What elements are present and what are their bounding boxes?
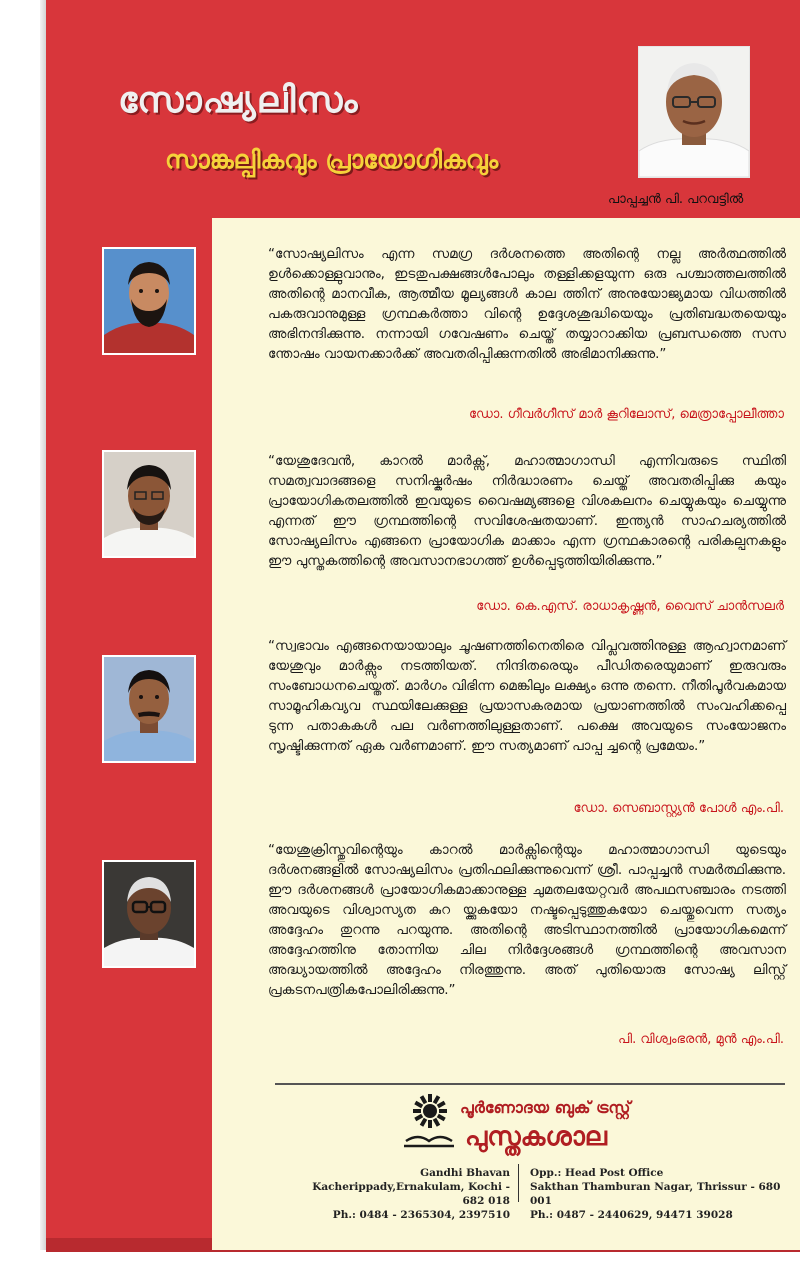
publisher-logo-icon <box>400 1091 458 1153</box>
address-ernakulam-line2: Kacherippady,Ernakulam, Kochi - 682 018 <box>312 1181 510 1207</box>
review-quote-2: “യേശുദേവൻ, കാറൽ മാർക്സ്, മഹാത്മാഗാന്ധി എന്നിവരുടെ സ്ഥിതി സമത്വവാദങ്ങളെ സനിഷ്കർഷം നിർദ്ധാരണം ചെയ്ത് അവതരിപ്പിക്കു കയും പ്രായോഗികതലത്തിൽ ഇവയുടെ വൈഷമ്യങ്ങളെ വിശകലനം ചെയ്യുകയും ചെയ്യുന്നു എന്നത് ഈ ഗ്രന്ഥത്തിന്റെ സവിശേഷതയാണ്. ഇന്ത്യൻ സാഹചര്യത്തിൽ സോഷ്യലിസം എങ്ങനെ പ്രായോഗിക മാക്കാം എന്ന ഗ്രന്ഥകാരന്റെ പരികല്പനകളും ഈ പുസ്തകത്തിന്റെ അവസാനഭാഗത്ത് ഉൾപ്പെടുത്തിയിരിക്കുന്നു.” <box>268 453 786 569</box>
review-quote-1: “സോഷ്യലിസം എന്ന സമഗ്ര ദർശനത്തെ അതിന്റെ നല്ല അർത്ഥത്തിൽ ഉൾക്കൊള്ളുവാനും, ഇടതുപക്ഷങ്ങൾപോലും തള്ളിക്കളയുന്ന ഒരു പശ്ചാത്തലത്തിൽ അതിന്റെ മാനവീക, ആത്മീയ മൂല്യങ്ങൾ കാല ത്തിന് അനുയോജ്യമായ വിധത്തിൽ പകരുവാനുമുള്ള ഗ്രന്ഥകർത്താ വിന്റെ ഉദ്ദേശശുദ്ധിയെയും പ്രതിബദ്ധതയെയും അഭിനന്ദിക്കുന്നു. നന്നായി ഗവേഷണം ചെയ്ത് തയ്യാറാക്കിയ പ്രബന്ധത്തെ സസ ന്തോഷം വായനക്കാർക്ക് അവതരിപ്പിക്കുന്നതിൽ അഭിമാനിക്കുന്നു.” <box>268 246 786 362</box>
review-attribution-2: ഡോ. കെ.എസ്. രാധാകൃഷ്ണൻ, വൈസ് ചാൻസലർ <box>476 599 784 614</box>
address-thrissur-line1: Opp.: Head Post Office <box>530 1167 664 1179</box>
address-ernakulam-phone: Ph.: 0484 - 2365304, 2397510 <box>332 1209 510 1221</box>
address-separator <box>518 1164 519 1202</box>
address-thrissur-line2: Sakthan Thamburan Nagar, Thrissur - 680 001 <box>530 1181 781 1207</box>
publisher-name: പൂർണോദയ ബുക് ട്രസ്റ്റ് <box>460 1098 631 1117</box>
reviewer-photo-2 <box>102 450 196 558</box>
review-attribution-3: ഡോ. സെബാസ്റ്റ്യൻ പോൾ എം.പി. <box>573 801 784 816</box>
publisher-divider <box>275 1083 785 1085</box>
address-thrissur <box>530 1166 790 1222</box>
address-thrissur-phone: Ph.: 0487 - 2440629, 94471 39028 <box>530 1209 733 1221</box>
reviewer-photo-1 <box>102 247 196 355</box>
author-name: പാപ്പച്ചൻ പി. പറവട്ടിൽ <box>608 192 744 207</box>
review-quote-4: “യേശുക്രിസ്തുവിന്റെയും കാറൽ മാർക്സിന്റെയും മഹാത്മാഗാന്ധി യുടെയും ദർശനങ്ങളിൽ സോഷ്യലിസം പ്രതിഫലിക്കുന്നുവെന്ന് ശ്രീ. പാപ്പച്ചൻ സമർത്ഥിക്കുന്നു. ഈ ദർശനങ്ങൾ പ്രായോഗികമാക്കാനുള്ള ചുമതലയേറ്റവർ അപഥസഞ്ചാരം നടത്തി അവയുടെ വിശ്വാസ്യത കുറ യ്ക്കുകയോ നഷ്ടപ്പെടുത്തുകയോ ചെയ്തുവെന്ന സത്യം അദ്ദേഹം തുറന്നു പറയുന്നു. അതിന്റെ അടിസ്ഥാനത്തിൽ പ്രായോഗികമെന്ന് അദ്ദേഹത്തിനു തോന്നിയ ചില നിർദ്ദേശങ്ങൾ ഗ്രന്ഥത്തിന്റെ അവസാന അദ്ധ്യായത്തിൽ അദ്ദേഹം നിരത്തുന്നു. അത് പുതിയൊരു സോഷ്യ ലിസ്റ്റ് പ്രകടനപത്രികപോലിരിക്കുന്നു.” <box>268 842 786 998</box>
book-title: സോഷ്യലിസം <box>118 80 359 121</box>
reviewer-photo-4 <box>102 860 196 968</box>
review-attribution-4: പി. വിശ്വംഭരൻ, മുൻ എം.പി. <box>618 1032 784 1047</box>
reviewer-photo-3 <box>102 655 196 763</box>
address-ernakulam <box>290 1166 510 1222</box>
review-quote-3: “സ്വഭാവം എങ്ങനെയായാലും ചൂഷണത്തിനെതിരെ വിപ്ലവത്തിനുള്ള ആഹ്വാനമാണ് യേശുവും മാർക്സും നടത്തിയത്. നിന്ദിതരെയും പീഡിതരെയുമാണ് ഇരുവരും സംബോധനചെയ്തത്. മാർഗം വിഭിന്ന മെങ്കിലും ലക്ഷ്യം ഒന്നു തന്നെ. നീതിപൂർവകമായ സാമൂഹികവ്യവ സ്ഥയിലേക്കുള്ള പ്രയാസകരമായ പ്രയാണത്തിൽ സംവഹിക്കപ്പെ ടുന്ന പതാകകൾ പല വർണത്തിലുള്ളതാണ്. പക്ഷെ അവയുടെ സംയോജനം സൃഷ്ടിക്കുന്നത് ഏക വർണമാണ്. ഈ സത്യമാണ് പാപ്പ ച്ചന്റെ പ്രമേയം.” <box>268 638 786 754</box>
review-attribution-1: ഡോ. ഗീവർഗീസ് മാർ കൂറിലോസ്, മെത്രാപ്പോലീത്താ <box>469 407 784 422</box>
publisher-imprint: പുസ്തകശാല <box>465 1122 607 1152</box>
address-ernakulam-line1: Gandhi Bhavan <box>420 1167 510 1179</box>
book-subtitle: സാങ്കല്പികവും പ്രായോഗികവും <box>165 145 499 174</box>
author-photo <box>638 46 750 178</box>
